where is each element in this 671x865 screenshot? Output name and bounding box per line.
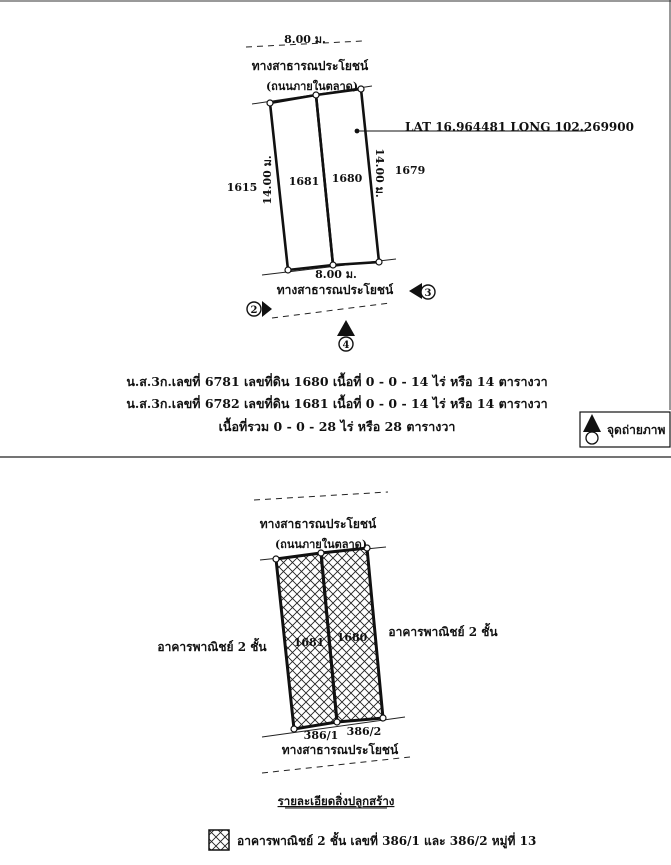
road-top-dashed-line — [254, 492, 388, 500]
photo-point-2-label: 2 — [250, 305, 258, 316]
building-legend — [209, 830, 536, 850]
neighbor-lot-1615: 1615 — [226, 181, 258, 194]
road-top-label: ทางสาธารณประโยชน์ — [259, 517, 377, 531]
road-bottom-dashed-line — [272, 303, 390, 318]
photo-point-3 — [409, 283, 435, 299]
coordinates-label: LAT 16.964481 LONG 102.269900 — [405, 120, 634, 134]
frontage-width-label: 8.00 ม. — [284, 33, 326, 46]
road-bottom-label: ทางสาธารณประโยชน์ — [276, 283, 394, 297]
hatch-swatch-icon — [209, 830, 229, 850]
depth-right-label: 14.00 ม. — [373, 148, 386, 198]
house-number-386-2: 386/2 — [346, 725, 382, 738]
corner-marker — [358, 86, 364, 92]
corner-marker — [285, 267, 291, 273]
deed-line-2: น.ส.3ก.เลขที่ 6782 เลขที่ดิน 1681 เนื้อที่ 0 - 0 - 14 ไร่ หรือ 14 ตารางวา — [126, 396, 548, 411]
corner-marker — [380, 715, 386, 721]
corner-marker — [376, 259, 382, 265]
corner-marker — [334, 719, 340, 725]
neighbor-lot-1679: 1679 — [394, 164, 426, 177]
photo-point-2 — [247, 301, 272, 317]
lot-number-1681: 1681 — [288, 175, 320, 188]
photo-point-4-label: 4 — [342, 340, 350, 351]
lot-number-1681: 1681 — [293, 636, 325, 649]
building-details-title: รายละเอียดสิ่งปลูกสร้าง — [277, 794, 395, 808]
building-legend-text: อาคารพาณิชย์ 2 ชั้น เลขที่ 386/1 และ 386/2 หมู่ที่ 13 — [237, 834, 537, 848]
road-bottom-label: ทางสาธารณประโยชน์ — [281, 743, 399, 757]
building-left-label: อาคารพาณิชย์ 2 ชั้น — [157, 640, 267, 654]
corner-marker — [291, 726, 297, 732]
top-site-map — [126, 33, 670, 447]
depth-left-label: 14.00 ม. — [261, 155, 274, 205]
legend-photo-point-label: จุดถ่ายภาพ — [607, 423, 666, 437]
corner-marker — [267, 100, 273, 106]
lot-number-1680: 1680 — [331, 172, 363, 185]
deed-line-1: น.ส.3ก.เลขที่ 6781 เลขที่ดิน 1680 เนื้อที่ 0 - 0 - 14 ไร่ หรือ 14 ตารางวา — [126, 374, 548, 389]
building-right-label: อาคารพาณิชย์ 2 ชั้น — [388, 625, 498, 639]
lot-number-1680: 1680 — [336, 631, 368, 644]
total-area-line: เนื้อที่รวม 0 - 0 - 28 ไร่ หรือ 28 ตารางวา — [218, 419, 456, 434]
corner-marker — [273, 556, 279, 562]
bottom-width-label: 8.00 ม. — [315, 268, 357, 281]
house-number-386-1: 386/1 — [303, 729, 339, 742]
road-top-label: ทางสาธารณประโยชน์ — [251, 59, 369, 73]
photo-point-legend — [580, 412, 670, 447]
photo-point-4 — [337, 320, 355, 351]
bottom-building-map — [157, 492, 536, 850]
road-top-sublabel: (ถนนภายในตลาด) — [274, 538, 368, 551]
photo-point-3-label: 3 — [424, 288, 432, 299]
road-bottom-dashed-line — [262, 757, 410, 773]
road-top-sublabel: (ถนนภายในตลาด) — [265, 80, 359, 93]
